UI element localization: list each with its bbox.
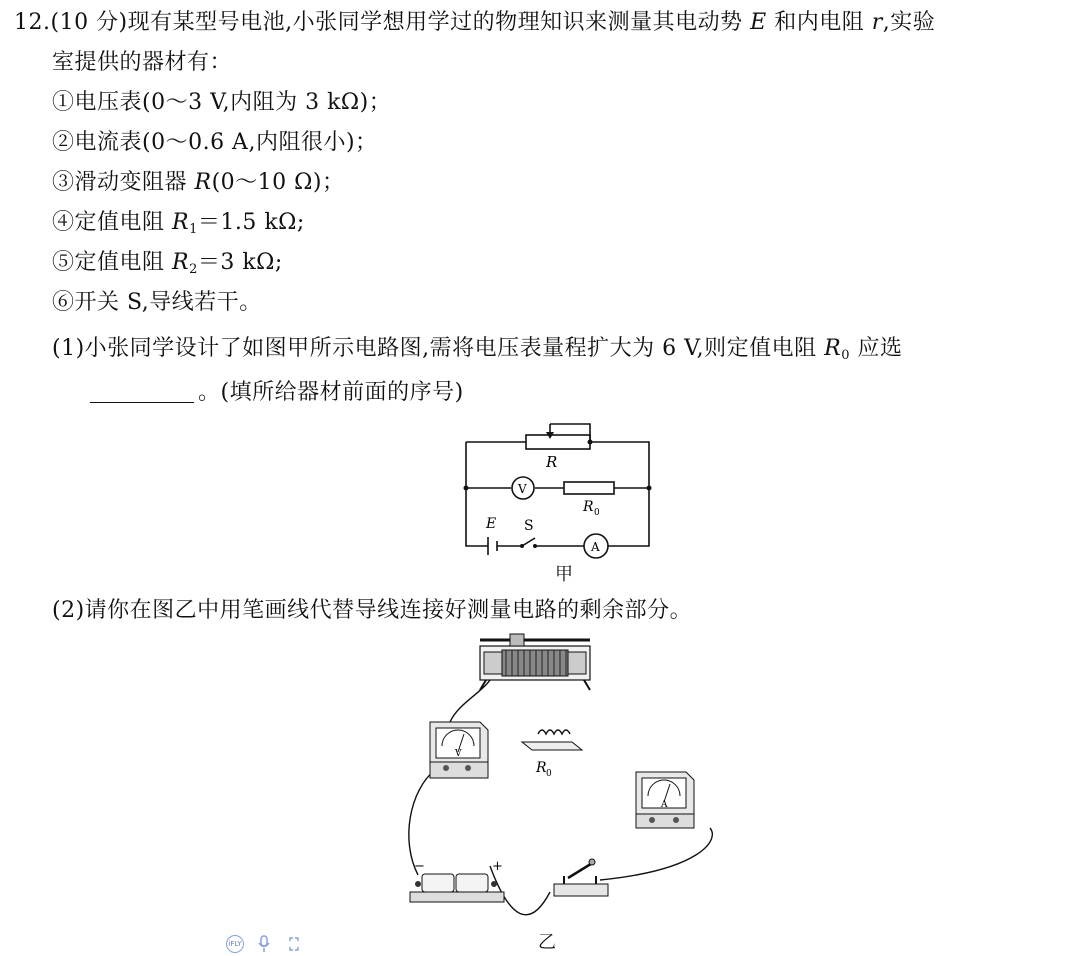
item-text: ＝3 kΩ; [197,250,283,275]
resistor-r0 [522,730,582,779]
subscript: 2 [189,262,198,277]
symbol-e: E [750,10,767,35]
answer-blank[interactable] [90,380,194,403]
symbol-r: R [172,210,190,235]
item-1: ①电压表(0～3 V,内阻为 3 kΩ)； [52,90,392,115]
item-text: ④定值电阻 [52,210,172,235]
question-line-2: 室提供的器材有： [52,50,233,75]
apparatus-diagram-yi [400,630,730,930]
label-voltmeter: V [455,749,462,759]
part-1-line-1 [52,334,903,371]
symbol-r: r [871,10,883,35]
part-1-text: (1)小张同学设计了如图甲所示电路图,需将电压表量程扩大为 6 V,则定值电阻 [52,336,825,361]
part-1-line-2 [90,378,464,408]
subscript: 1 [189,222,198,237]
label-s: S [524,518,534,534]
item-6: ⑥开关 S,导线若干。 [52,290,262,315]
symbol-r: R [824,336,842,361]
item-5 [52,248,283,285]
part-1-text: 应选 [850,336,903,361]
knife-switch [554,859,608,896]
question-text: 12.(10 分)现有某型号电池,小张同学想用学过的物理知识来测量其电动势 [14,10,751,35]
label-voltmeter: V [518,482,527,496]
label-r0: R [583,499,594,515]
microphone-icon[interactable] [254,934,274,954]
label-ammeter: A [591,540,600,554]
ifly-text: iFLY [228,940,242,948]
item-text: (0～10 Ω)； [211,170,345,195]
symbol-r: R [194,170,212,195]
floating-toolbar [226,934,304,954]
ifly-icon[interactable] [226,935,244,953]
label-r0-sub: 0 [594,508,600,518]
label-r0: R [536,760,547,776]
label-r: R [546,453,558,471]
label-plus: + [492,859,503,874]
caption-jia: 甲 [555,564,573,585]
voltmeter [430,722,488,778]
question-text: 和内电阻 [766,10,872,35]
label-ammeter: A [661,800,668,810]
label-e: E [486,516,497,532]
question-line-1 [14,8,935,38]
part-2: (2)请你在图乙中用笔画线代替导线连接好测量电路的剩余部分。 [52,598,693,623]
item-3 [52,168,344,198]
battery-pack [410,859,504,902]
rheostat [480,634,590,690]
expand-icon[interactable] [284,934,304,954]
ammeter [636,772,694,828]
part-1-text: 。(填所给器材前面的序号) [198,380,464,405]
item-text: ③滑动变阻器 [52,170,195,195]
question-text: ,实验 [882,10,936,35]
symbol-r: R [172,250,190,275]
caption-yi: 乙 [538,932,556,953]
label-r0-sub: 0 [546,769,552,779]
item-4 [52,208,305,245]
item-text: ⑤定值电阻 [52,250,172,275]
item-text: ＝1.5 kΩ; [197,210,305,235]
label-minus: − [414,859,425,874]
subscript: 0 [841,348,851,363]
item-2: ②电流表(0～0.6 A,内阻很小)； [52,130,378,155]
